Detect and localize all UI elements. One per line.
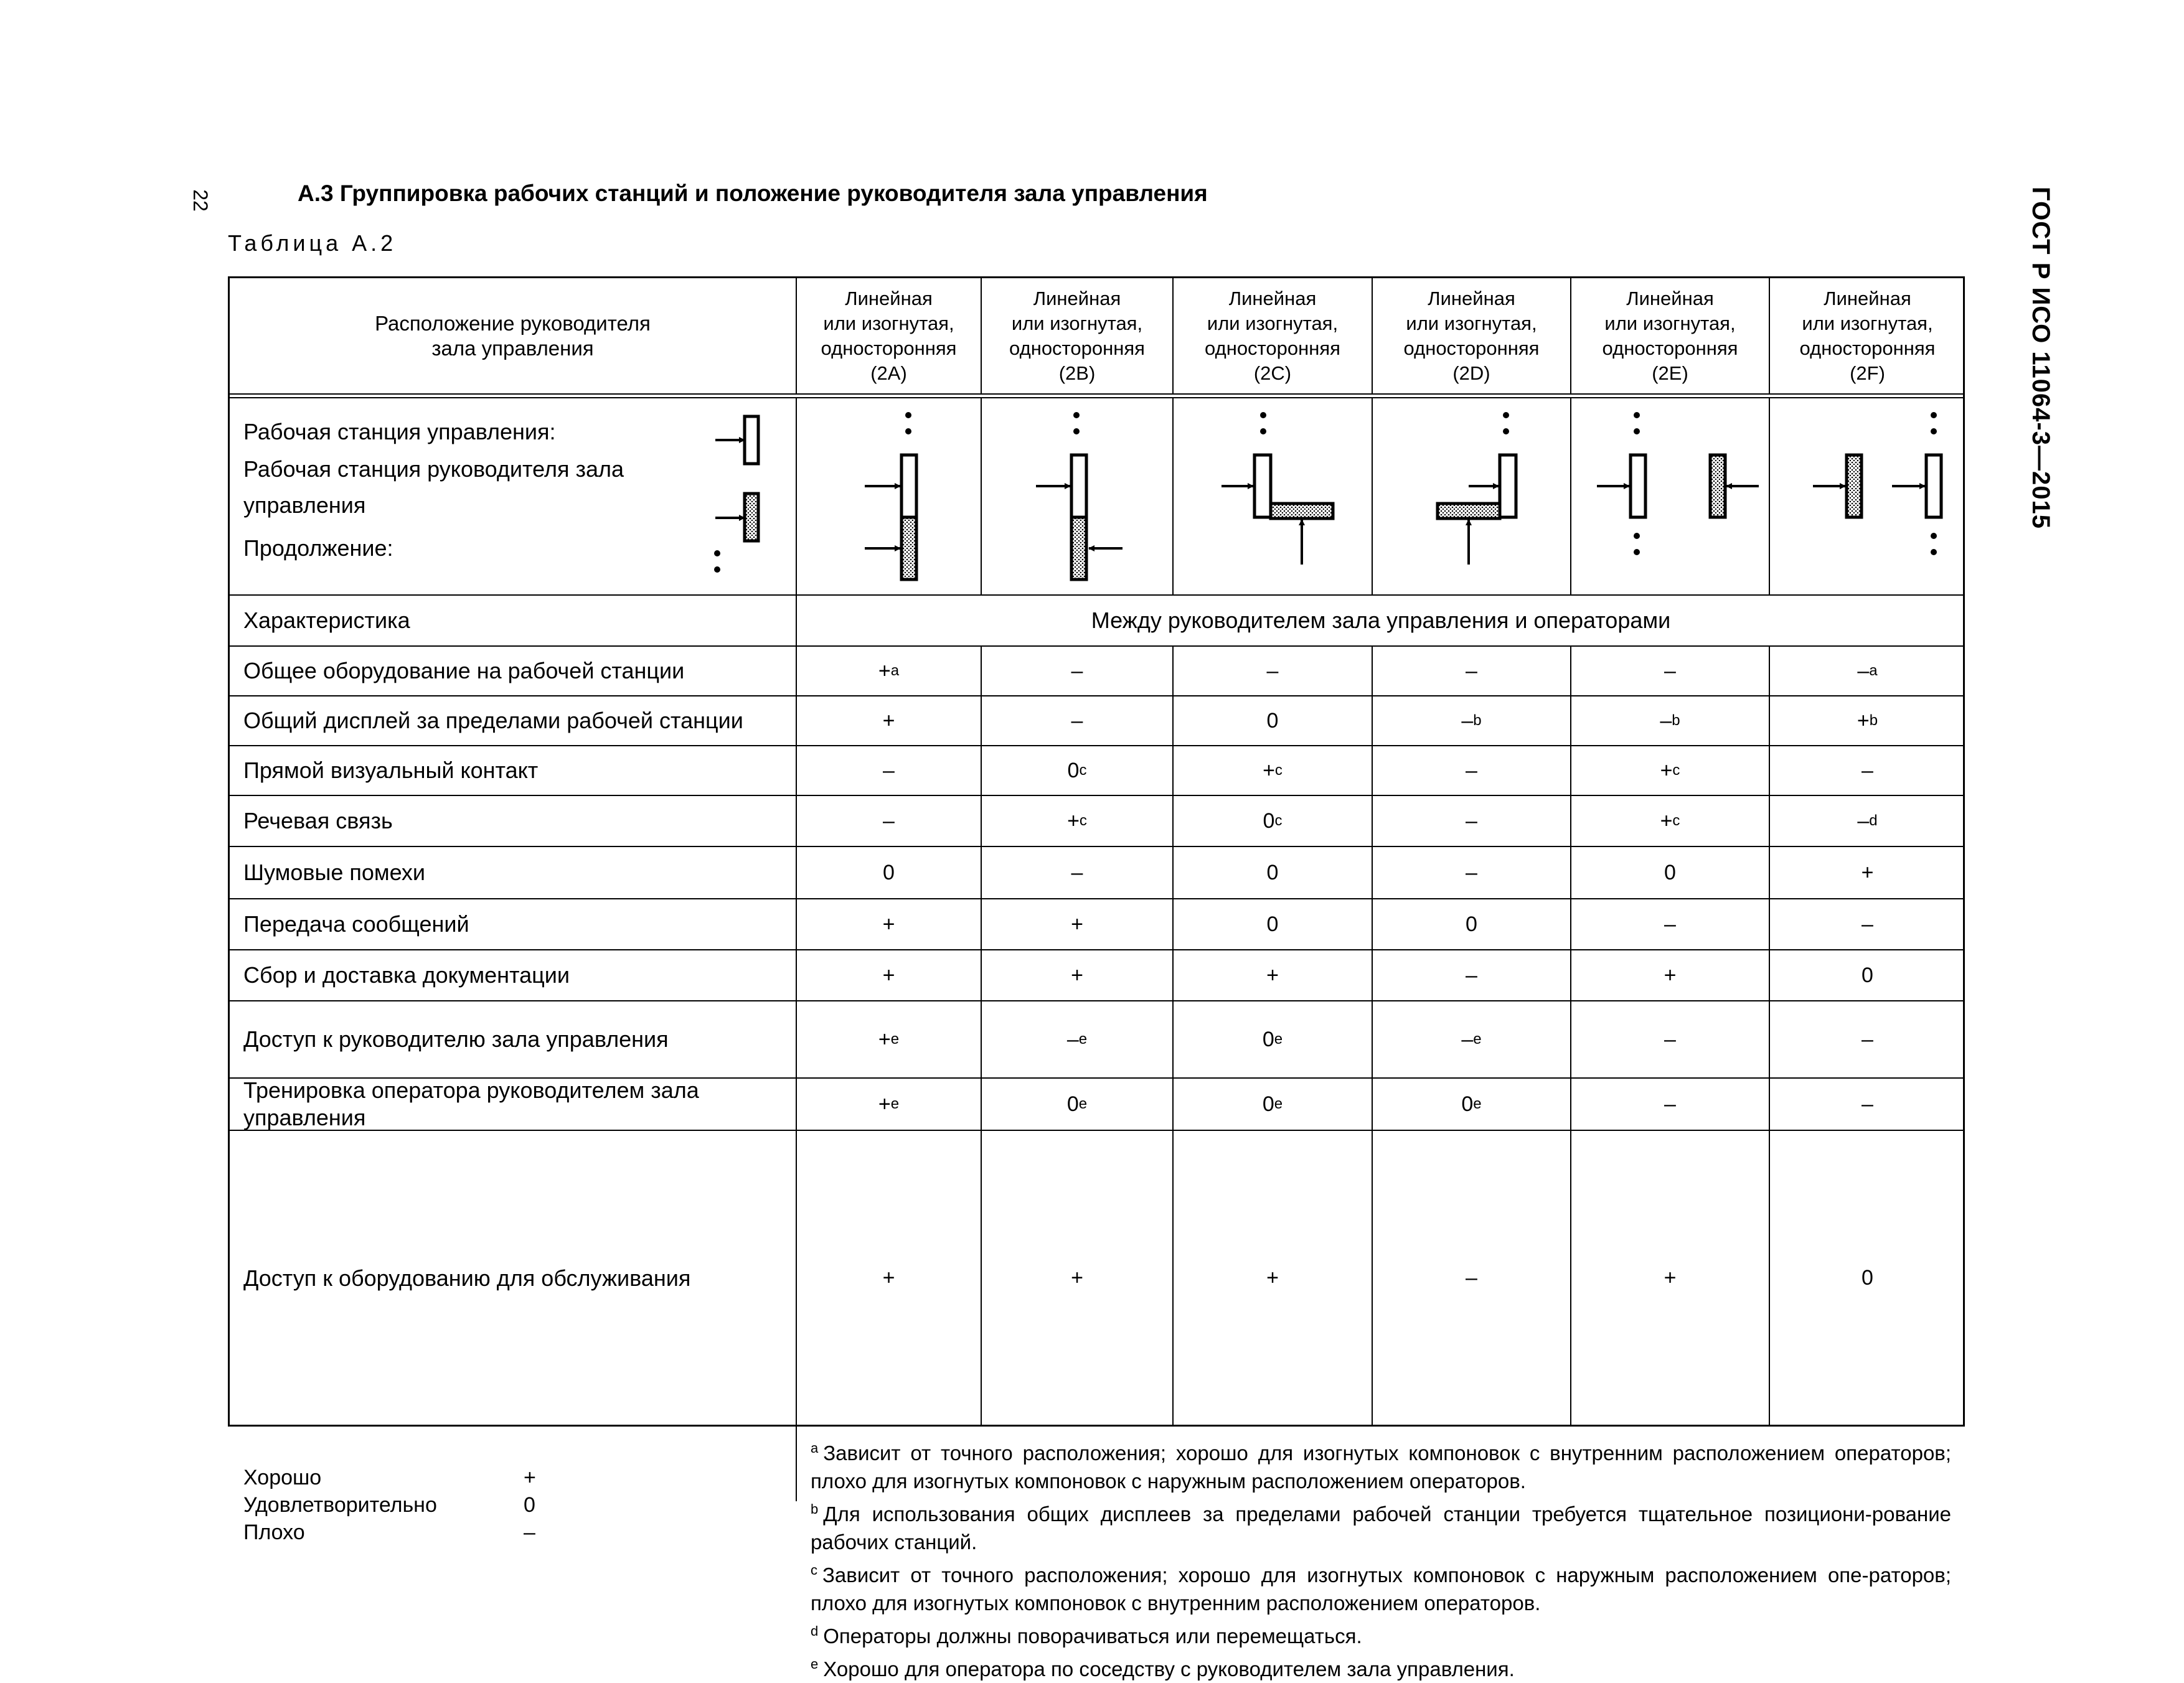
continuation-dot [1503,412,1509,418]
table-value [797,1131,982,1427]
value-symbol: – [1466,659,1477,683]
table-value [1373,847,1571,899]
header-col-line: односторонняя [1799,337,1936,359]
row-label: Речевая связь [243,808,393,833]
table-value [797,696,982,746]
rating-legend [230,1427,797,1544]
supervisor-workstation [1438,504,1500,518]
value-symbol: + [882,912,895,936]
value-symbol: + [878,1027,891,1051]
header-col-line: Линейная [1824,287,1911,309]
table-value [1571,647,1770,696]
table-a2 [228,276,1965,1681]
row-label-cell [230,796,797,847]
footnote-mark: e [1078,1031,1088,1048]
legend-label: Хорошо [243,1466,322,1489]
table-value [797,647,982,696]
footnote-mark: c [1672,812,1680,829]
continuation-dot [1931,428,1937,434]
value-symbol: – [1664,1092,1676,1116]
control-workstation [901,455,916,517]
table-value [1174,696,1373,746]
value-symbol: + [1660,758,1673,782]
value-symbol: – [883,758,895,782]
footnote-text: Для использования общих дисплеев за пределами рабочей станции требуется тщательное позициони-рование рабочих станций. [811,1503,1951,1554]
row-label: Общий дисплей за пределами рабочей станции [243,708,743,733]
continuation-dot [714,566,720,573]
footnote-text: Зависит от точного расположения; хорошо для изогнутых компоновок с внутренним расположением операторов; плохо для изогнутых компоновок с наружным расположением операторов. [811,1442,1951,1493]
value-symbol: – [1862,1027,1873,1051]
footnote [811,1617,1951,1650]
characteristic-label: Характеристика [243,607,410,633]
table-value [797,950,982,1001]
footnote-text: Хорошо для оператора по соседству с руководителем зала управления. [823,1657,1515,1681]
supervisor-workstation [1710,455,1725,517]
header-location-label: Расположение руководителя зала управления [375,311,651,360]
supervisor-workstation [901,517,916,579]
value-symbol: 0 [1266,912,1279,936]
row-label-cell [230,1001,797,1079]
value-symbol: + [878,659,891,683]
table-value [1373,647,1571,696]
table-value [1174,796,1373,847]
continuation-dot [1931,549,1937,555]
legend-row [243,1491,782,1519]
table-value [982,847,1174,899]
footnote-mark: c [1672,762,1680,779]
continuation-dot [1634,412,1640,418]
control-workstation [1500,455,1516,517]
header-col-line: или изогнутая, [1011,312,1143,334]
supervisor-workstation [1071,517,1086,579]
value-symbol: + [1857,708,1870,733]
value-symbol: – [1466,758,1477,782]
table-value [982,746,1174,796]
footnote-text: Операторы должны поворачиваться или перемещаться. [823,1624,1362,1648]
row-label: Передача сообщений [243,911,469,937]
header-col-line: или изогнутая, [823,312,954,334]
value-symbol: 0 [1067,758,1080,782]
value-symbol: + [1664,963,1677,987]
value-symbol: + [1266,1266,1279,1290]
characteristic-label-cell [230,596,797,647]
key-continuation-label: Продолжение: [243,535,393,561]
table-value [797,796,982,847]
table-value [797,746,982,796]
value-symbol: 0 [1461,1092,1474,1116]
document-code: ГОСТ Р ИСО 11064-3—2015 [2027,187,2055,529]
footnote-mark: c [1274,762,1283,779]
value-symbol: – [883,809,895,833]
footnote-mark: a [811,1440,819,1456]
value-symbol: + [1071,912,1083,936]
value-symbol: 0 [1262,1027,1274,1051]
table-value [1770,899,1965,950]
footnote-mark: d [1869,812,1878,829]
row-label-cell [230,746,797,796]
table-value [982,1079,1174,1131]
value-symbol: 0 [1466,912,1477,936]
row-label-cell [230,1079,797,1131]
footnote-mark: a [890,662,900,679]
footnote-mark: e [811,1656,819,1672]
table-value [797,1001,982,1079]
table-value [1770,1001,1965,1079]
table-value [1571,899,1770,950]
key-control-ws-label: Рабочая станция управления: [243,419,556,444]
continuation-dot [1503,428,1509,434]
header-col-line: односторонняя [1602,337,1738,359]
section-title: А.3 Группировка рабочих станций и положение руководителя зала управления [298,180,1208,206]
value-symbol: – [1857,809,1870,833]
header-col-line: односторонняя [1205,337,1340,359]
value-symbol: – [1266,659,1279,683]
header-col-line: (2B) [1058,362,1096,384]
table-value [1571,1131,1770,1427]
legend-symbol: + [524,1466,536,1489]
footnote-mark: b [1869,712,1878,729]
table-value [1770,696,1965,746]
value-symbol: + [882,963,895,987]
table-value [1571,1001,1770,1079]
footnote-mark: a [1869,662,1878,679]
header-col-line: или изогнутая, [1406,312,1537,334]
continuation-dot [905,412,911,418]
footnote [811,1434,1951,1495]
continuation-dot [1073,428,1080,434]
table-value [1373,1131,1571,1427]
table-value [982,1001,1174,1079]
legend-row [243,1464,782,1491]
continuation-dot [714,550,720,556]
value-symbol: 0 [1066,1092,1079,1116]
table-value [1770,746,1965,796]
table-value [982,1131,1174,1427]
table-value [1174,1131,1373,1427]
value-symbol: 0 [1862,963,1873,987]
footnote [811,1556,1951,1617]
footnote-mark: e [1473,1095,1482,1112]
continuation-dot [905,428,911,434]
header-col-line: или изогнутая, [1802,312,1933,334]
value-symbol: 0 [1266,708,1279,733]
row-label: Тренировка оператора руководителем зала управления [243,1077,699,1130]
between-label: Между руководителем зала управления и операторами [1091,607,1671,633]
footnote-mark: d [811,1623,819,1639]
table-caption: Таблица А.2 [228,230,397,256]
footnote-text: Зависит от точного расположения; хорошо для изогнутых компоновок с наружным расположением опе-раторов; плохо для изогнутых компоновок с внутренним расположением операторов. [811,1563,1951,1615]
table-value [797,847,982,899]
row-label-cell [230,696,797,746]
row-label-cell [230,950,797,1001]
table-value [1373,1079,1571,1131]
header-col-line: (2C) [1253,362,1292,384]
value-symbol: + [1067,809,1080,833]
table-value [1373,950,1571,1001]
footnote-mark: c [1274,812,1283,829]
continuation-dot [1634,549,1640,555]
control-workstation [745,416,758,464]
table-value [1174,899,1373,950]
legend-symbol: 0 [524,1493,535,1517]
row-label: Шумовые помехи [243,860,425,885]
between-label-cell [797,596,1965,647]
table-value [1770,647,1965,696]
value-symbol: – [1466,963,1477,987]
footnote-mark: b [811,1501,819,1517]
legend-label: Удовлетворительно [243,1493,437,1517]
footnote-mark: e [890,1095,900,1112]
value-symbol: – [1071,860,1083,884]
header-col-line: Линейная [845,287,933,309]
value-symbol: + [882,1266,895,1290]
value-symbol: – [1862,758,1873,782]
key-supervisor-ws-label-2: управления [243,492,366,518]
footnote [811,1650,1951,1683]
continuation-dot [1931,533,1937,539]
table-value [1174,647,1373,696]
value-symbol: + [878,1092,891,1116]
header-col-line: или изогнутая, [1604,312,1736,334]
row-label-cell [230,899,797,950]
supervisor-workstation [745,494,758,541]
value-symbol: 0 [883,860,895,884]
table-value [1571,847,1770,899]
table-value [1571,746,1770,796]
supervisor-workstation [1271,504,1333,518]
table-value [1770,847,1965,899]
table-value [982,796,1174,847]
table-value [1373,899,1571,950]
value-symbol: – [1066,1027,1079,1051]
key-supervisor-ws-label-1: Рабочая станция руководителя зала [243,456,624,482]
footnote-mark: b [1473,712,1482,729]
table-value [1373,1001,1571,1079]
value-symbol: – [1071,659,1083,683]
table-value [1770,1131,1965,1427]
table-value [1571,796,1770,847]
row-label: Доступ к руководителю зала управления [243,1026,669,1052]
table-value [1571,950,1770,1001]
value-symbol: + [1664,1266,1677,1290]
layout-diagrams [230,278,1967,602]
value-symbol: – [1466,860,1477,884]
value-symbol: – [1466,809,1477,833]
table-value [1373,696,1571,746]
table-value [982,696,1174,746]
header-col-line: односторонняя [1009,337,1145,359]
legend-label: Плохо [243,1521,305,1544]
continuation-dot [1634,533,1640,539]
supervisor-workstation [1847,455,1862,517]
value-symbol: – [1857,659,1870,683]
value-symbol: 0 [1263,809,1275,833]
value-symbol: + [1861,860,1874,884]
value-symbol: 0 [1862,1266,1873,1290]
value-symbol: + [882,708,895,733]
value-symbol: – [1071,708,1083,733]
header-col-line: Линейная [1428,287,1515,309]
row-label: Общее оборудование на рабочей станции [243,658,685,683]
row-label: Доступ к оборудованию для обслуживания [243,1265,691,1291]
footnote-mark: c [1079,812,1087,829]
table-value [1373,796,1571,847]
header-col-line: Линейная [1033,287,1121,309]
table-value [1770,950,1965,1001]
header-col-line: (2A) [870,362,907,384]
control-workstation [1254,455,1271,517]
continuation-dot [1260,428,1266,434]
header-col-line: (2E) [1652,362,1688,384]
table-value [797,899,982,950]
continuation-dot [1073,412,1080,418]
value-symbol: – [1664,659,1676,683]
table-value [982,950,1174,1001]
header-col-line: Линейная [1626,287,1714,309]
header-col-line: (2F) [1850,362,1885,384]
table-value [982,899,1174,950]
row-label: Сбор и доставка документации [243,962,570,988]
table-value [1174,1001,1373,1079]
table-value [1174,746,1373,796]
value-symbol: – [1461,1027,1474,1051]
header-col-line: или изогнутая, [1207,312,1339,334]
footnote-mark: e [1078,1095,1088,1112]
table-value [982,647,1174,696]
value-symbol: + [1263,758,1275,782]
value-symbol: – [1664,1027,1676,1051]
row-label: Прямой визуальный контакт [243,757,539,783]
row-label-cell [230,647,797,696]
value-symbol: – [1660,708,1672,733]
footnote-mark: c [811,1562,817,1578]
footnote [811,1495,1951,1556]
value-symbol: 0 [1266,860,1279,884]
continuation-dot [1634,428,1640,434]
value-symbol: 0 [1664,860,1676,884]
row-label-cell [230,1131,797,1427]
legend-symbol: – [524,1521,535,1544]
table-value [1571,696,1770,746]
continuation-dot [1931,412,1937,418]
control-workstation [1926,455,1941,517]
value-symbol: – [1466,1266,1477,1290]
value-symbol: + [1071,1266,1083,1290]
control-workstation [1631,455,1645,517]
footnote-mark: b [1672,712,1680,729]
header-col-line: (2D) [1452,362,1490,384]
value-symbol: 0 [1262,1092,1274,1116]
row-label-cell [230,847,797,899]
control-workstation [1071,455,1086,517]
table-value [1373,746,1571,796]
header-col-line: односторонняя [821,337,957,359]
legend-row [243,1519,782,1546]
value-symbol: + [1071,963,1083,987]
page-number: 22 [189,189,212,212]
table-value [1770,1079,1965,1131]
value-symbol: – [1664,912,1676,936]
table-value [1174,847,1373,899]
table-value [1571,1079,1770,1131]
table-value [1770,796,1965,847]
value-symbol: – [1461,708,1474,733]
footnote-mark: e [1274,1095,1283,1112]
footnote-mark: e [890,1031,900,1048]
header-col-line: односторонняя [1403,337,1540,359]
footnote-mark: c [1079,762,1087,779]
value-symbol: + [1266,963,1279,987]
footnote-mark: e [1274,1031,1283,1048]
table-value [1174,1079,1373,1131]
footnote-mark: e [1473,1031,1482,1048]
table-value [797,1079,982,1131]
value-symbol: – [1862,1092,1873,1116]
continuation-dot [1260,412,1266,418]
value-symbol: + [1660,809,1673,833]
table-value [1174,950,1373,1001]
value-symbol: – [1862,912,1873,936]
header-col-line: Линейная [1228,287,1317,309]
footnotes [797,1427,1965,1681]
